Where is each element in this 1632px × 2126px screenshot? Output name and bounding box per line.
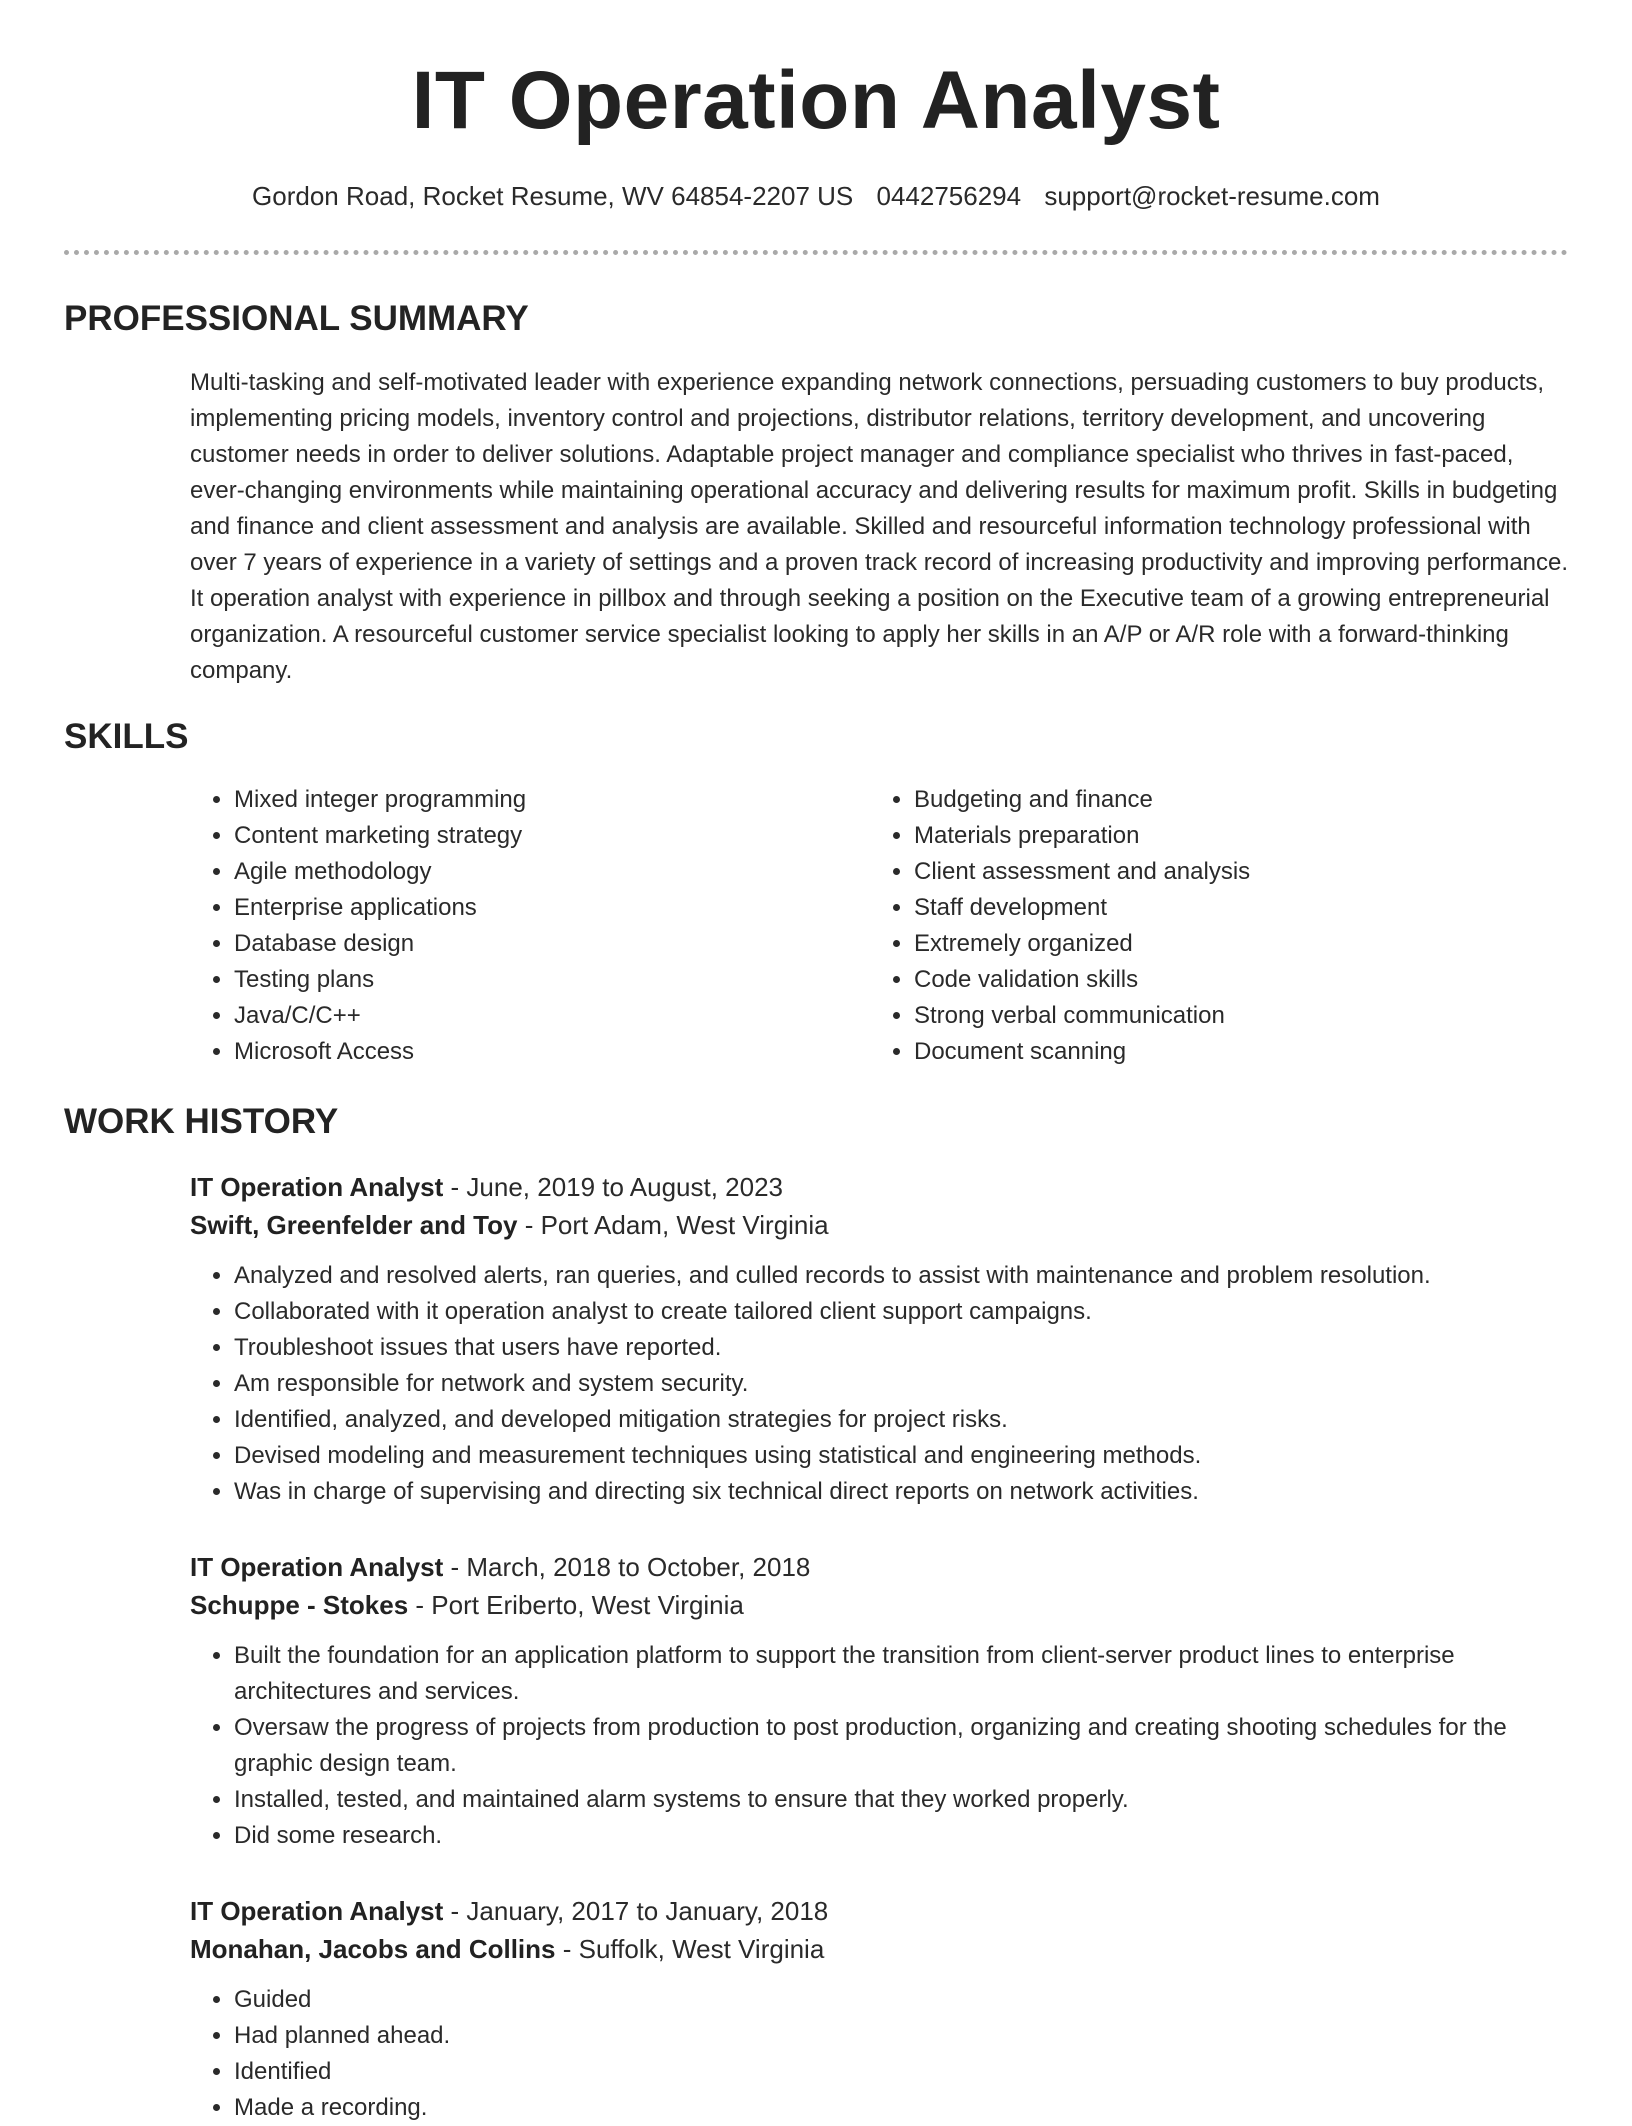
job-dates: - June, 2019 to August, 2023: [443, 1172, 783, 1202]
skill-item: • Extremely organized: [914, 926, 1534, 962]
job-company: Swift, Greenfelder and Toy: [190, 1210, 518, 1240]
skill-item: • Java/C/C++: [234, 998, 854, 1034]
job-title: IT Operation Analyst: [190, 1552, 444, 1582]
skill-item: • Database design: [234, 926, 854, 962]
job-entry: [190, 1548, 1570, 1854]
job-bullet: • Did some research.: [234, 1818, 1570, 1854]
skills-heading: SKILLS: [64, 717, 189, 756]
job-bullet: • Oversaw the progress of projects from production to post production, organizing and creating shooting schedules for the graphic design team.: [234, 1710, 1570, 1782]
job-bullet: • Made a recording.: [234, 2090, 1570, 2126]
work-history-heading: WORK HISTORY: [64, 1102, 339, 1141]
job-company-line: [190, 1586, 1570, 1624]
job-bullet: • Was in charge of supervising and directing six technical direct reports on network activities.: [234, 1474, 1570, 1510]
job-bullet: • Identified, analyzed, and developed mitigation strategies for project risks.: [234, 1402, 1570, 1438]
resume-title: IT Operation Analyst: [411, 55, 1221, 146]
job-location: - Port Eriberto, West Virginia: [408, 1590, 744, 1620]
job-title: IT Operation Analyst: [190, 1896, 444, 1926]
header-divider: [64, 250, 1568, 255]
job-title: IT Operation Analyst: [190, 1172, 444, 1202]
job-bullet: • Built the foundation for an application platform to support the transition from client-server product lines to enterprise architectures and services.: [234, 1638, 1570, 1710]
skill-item: • Code validation skills: [914, 962, 1534, 998]
job-bullet: • Guided: [234, 1982, 1570, 2018]
job-title-line: [190, 1892, 1570, 1930]
job-bullet: • Devised modeling and measurement techniques using statistical and engineering methods.: [234, 1438, 1570, 1474]
job-bullet: • Had planned ahead.: [234, 2018, 1570, 2054]
job-entry: [190, 1892, 1570, 2126]
skill-item: • Budgeting and finance: [914, 782, 1534, 818]
job-bullets: [190, 1982, 1570, 2126]
job-company-line: [190, 1930, 1570, 1968]
summary-heading: PROFESSIONAL SUMMARY: [64, 299, 529, 338]
job-bullet: • Troubleshoot issues that users have reported.: [234, 1330, 1570, 1366]
job-bullet: • Identified: [234, 2054, 1570, 2090]
summary-text: Multi-tasking and self-motivated leader with experience expanding network connections, persuading customers to buy products, implementing pricing models, inventory control and projections, distributor relations, territory development, and uncovering customer needs in order to deliver solutions. Adaptable project manager and compliance specialist who thrives in fast-paced, ever-changing environments while maintaining operational accuracy and delivering results for maximum profit. Skills in budgeting and finance and client assessment and analysis are available. Skilled and resourceful information technology professional with over 7 years of experience in a variety of settings and a proven track record of increasing productivity and improving performance. It operation analyst with experience in pillbox and through seeking a position on the Executive team of a growing entrepreneurial organization. A resourceful customer service specialist looking to apply her skills in an A/P or A/R role with a forward-thinking company.: [190, 369, 1569, 684]
job-bullet: • Analyzed and resolved alerts, ran queries, and culled records to assist with maintenance and problem resolution.: [234, 1258, 1570, 1294]
skill-item: • Staff development: [914, 890, 1534, 926]
job-company: Schuppe - Stokes: [190, 1590, 409, 1620]
job-bullet: • Am responsible for network and system security.: [234, 1366, 1570, 1402]
skill-item: • Testing plans: [234, 962, 854, 998]
skills-list-right: [870, 782, 1534, 1070]
job-dates: - March, 2018 to October, 2018: [443, 1552, 811, 1582]
job-company: Monahan, Jacobs and Collins: [190, 1934, 556, 1964]
job-location: - Suffolk, West Virginia: [555, 1934, 825, 1964]
job-title-line: [190, 1168, 1570, 1206]
job-bullet: • Installed, tested, and maintained alarm systems to ensure that they worked properly.: [234, 1782, 1570, 1818]
contact-line: [0, 180, 1632, 214]
skill-item: • Document scanning: [914, 1034, 1534, 1070]
contact-phone: 0442756294: [876, 181, 1022, 211]
job-entry: [190, 1168, 1570, 1510]
skill-item: • Strong verbal communication: [914, 998, 1534, 1034]
job-title-line: [190, 1548, 1570, 1586]
job-dates: - January, 2017 to January, 2018: [443, 1896, 829, 1926]
job-bullet: • Collaborated with it operation analyst to create tailored client support campaigns.: [234, 1294, 1570, 1330]
skill-item: • Microsoft Access: [234, 1034, 854, 1070]
skill-item: • Mixed integer programming: [234, 782, 854, 818]
job-bullets: [190, 1258, 1570, 1510]
job-location: - Port Adam, West Virginia: [517, 1210, 829, 1240]
skill-item: • Content marketing strategy: [234, 818, 854, 854]
skill-item: • Client assessment and analysis: [914, 854, 1534, 890]
contact-email: support@rocket-resume.com: [1044, 181, 1380, 211]
skills-list-left: [190, 782, 854, 1070]
job-company-line: [190, 1206, 1570, 1244]
skill-item: • Agile methodology: [234, 854, 854, 890]
skill-item: • Enterprise applications: [234, 890, 854, 926]
contact-address: Gordon Road, Rocket Resume, WV 64854-2207 US: [252, 181, 854, 211]
job-bullets: [190, 1638, 1570, 1854]
skill-item: • Materials preparation: [914, 818, 1534, 854]
